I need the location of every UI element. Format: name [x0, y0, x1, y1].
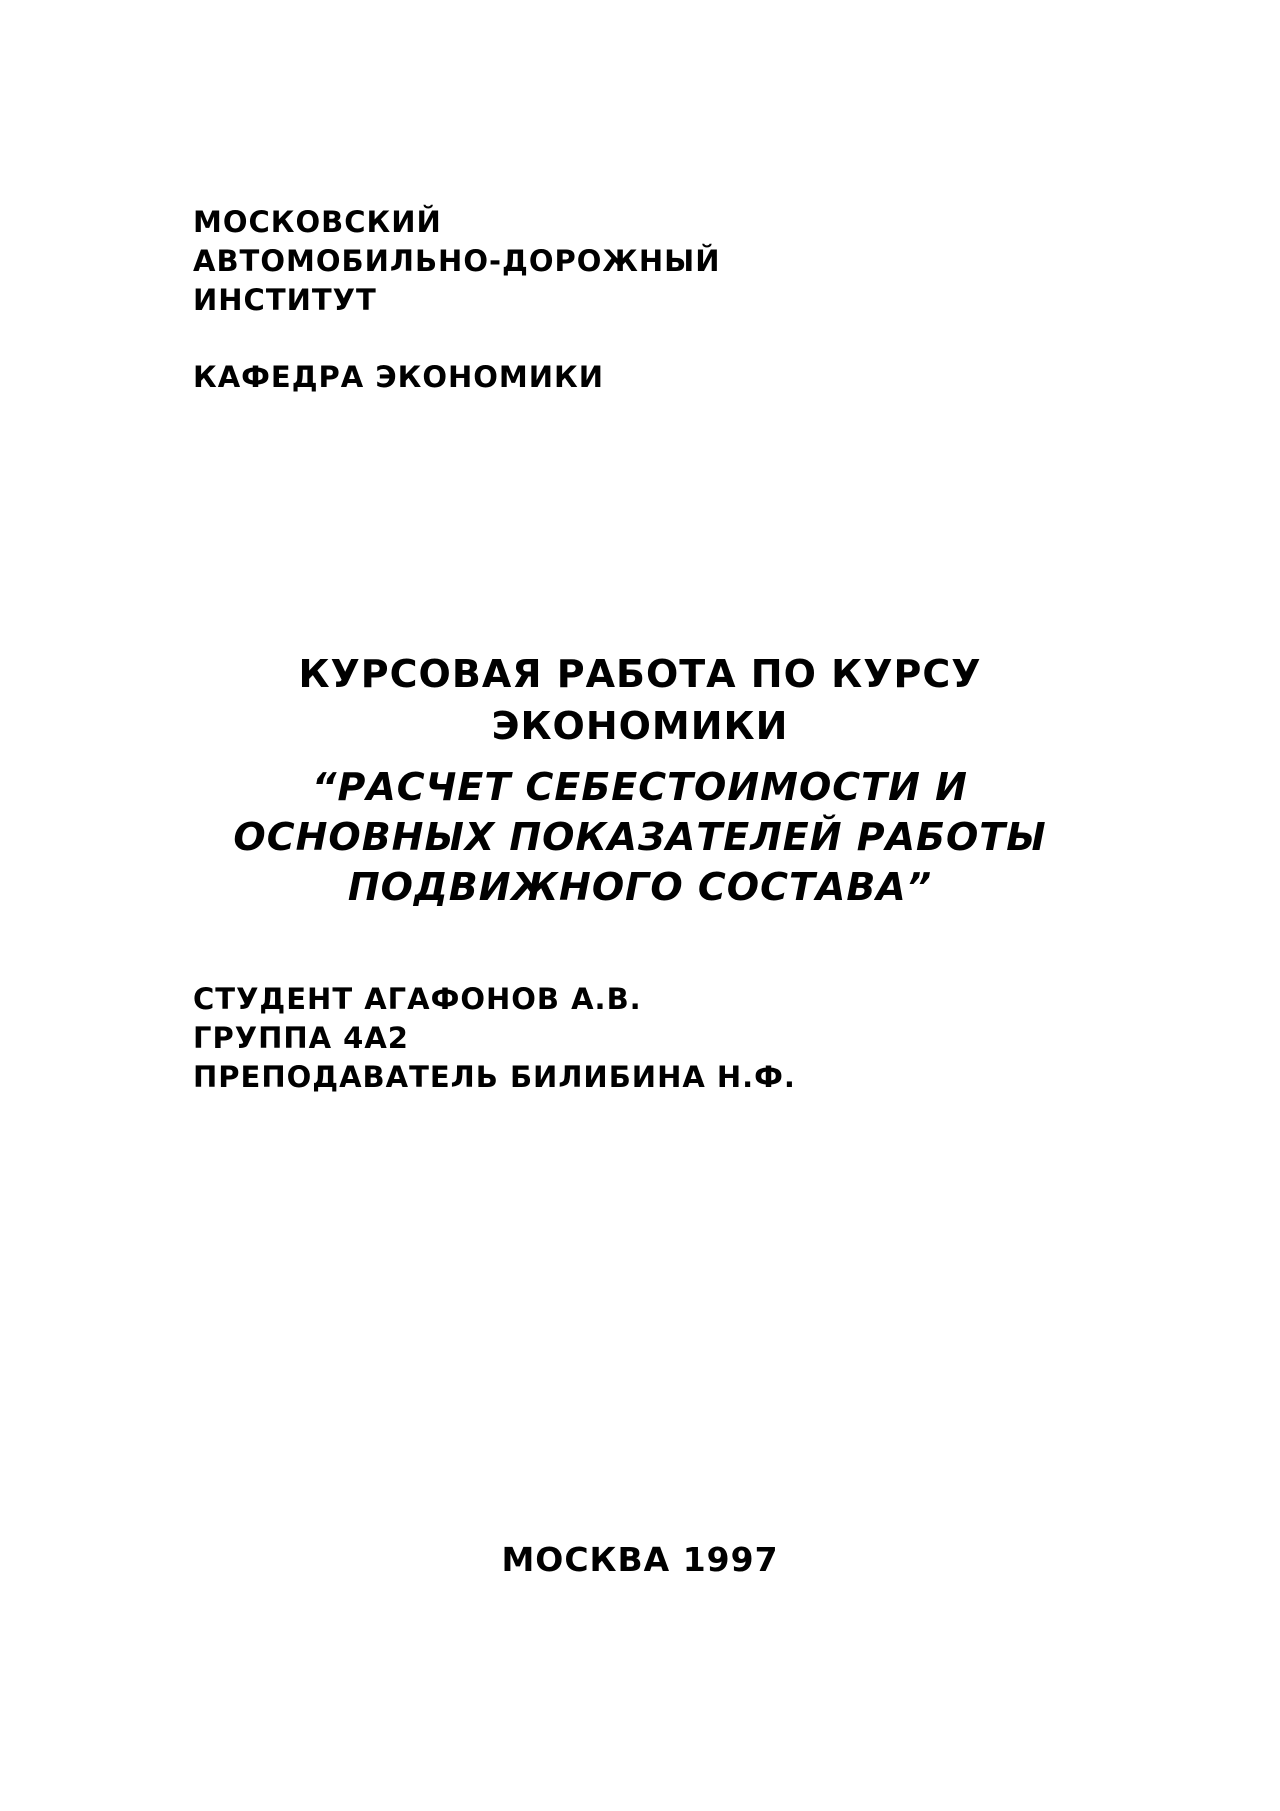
institution-line: МОСКОВСКИЙ	[193, 205, 442, 239]
work-title	[0, 648, 1280, 752]
student-name: СТУДЕНТ АГАФОНОВ А.В.	[193, 982, 642, 1016]
institution-line: ИНСТИТУТ	[193, 283, 377, 317]
topic-line: ПОДВИЖНОГО СОСТАВА”	[347, 865, 933, 909]
institution-name	[193, 203, 721, 320]
work-title-line: КУРСОВАЯ РАБОТА ПО КУРСУ	[298, 652, 982, 696]
institution-line: АВТОМОБИЛЬНО-ДОРОЖНЫЙ	[193, 244, 721, 278]
department-label: КАФЕДРА ЭКОНОМИКИ	[193, 360, 605, 394]
teacher-name: ПРЕПОДАВАТЕЛЬ БИЛИБИНА Н.Ф.	[193, 1060, 796, 1094]
city-year-label: МОСКВА 1997	[501, 1540, 779, 1579]
topic-line: “РАСЧЕТ СЕБЕСТОИМОСТИ И	[312, 765, 968, 809]
group-number: ГРУППА 4А2	[193, 1021, 409, 1055]
topic-line: ОСНОВНЫХ ПОКАЗАТЕЛЕЙ РАБОТЫ	[233, 815, 1047, 859]
department-name	[193, 358, 604, 397]
city-year	[0, 1538, 1280, 1582]
work-title-line: ЭКОНОМИКИ	[491, 704, 789, 748]
credits	[193, 980, 796, 1097]
work-topic	[0, 762, 1280, 912]
